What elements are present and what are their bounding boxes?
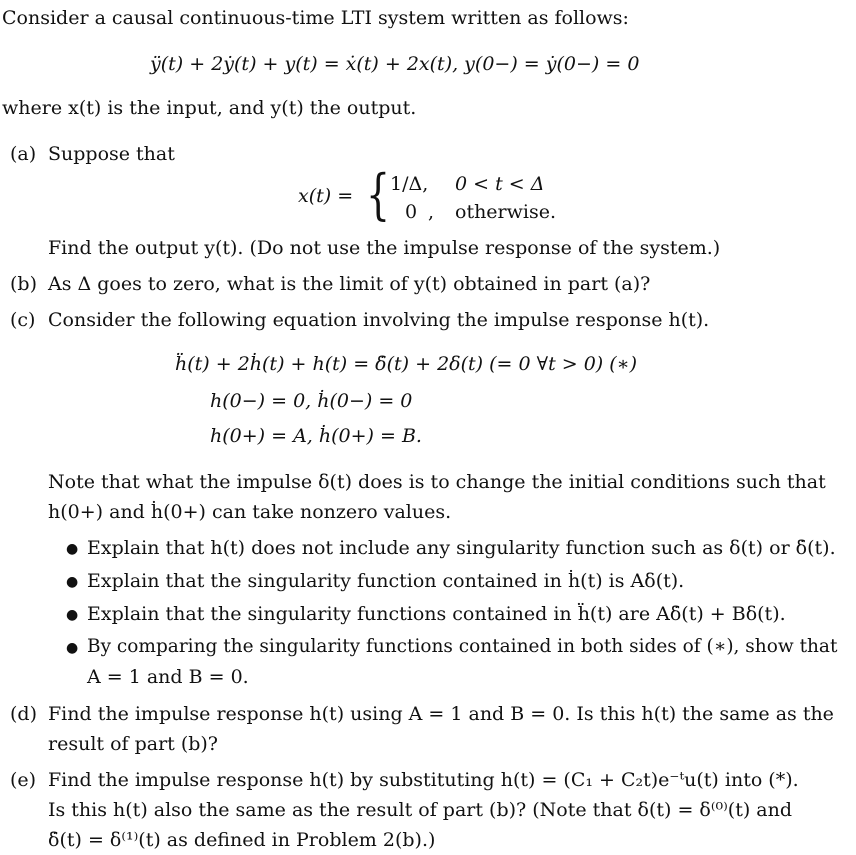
bullet-icon: ● xyxy=(66,607,79,623)
note-line-1: Note that what the impulse δ(t) does is to change the initial conditions such that xyxy=(48,471,826,493)
piecewise-brace: { xyxy=(366,163,391,226)
where-text: where x(t) is the input, and y(t) the output. xyxy=(2,97,417,119)
part-c-label: (c) xyxy=(10,309,36,331)
system-equation: ÿ(t) + 2ẏ(t) + y(t) = ẋ(t) + 2x(t), y(0−) = ẏ(0−) = 0 xyxy=(150,53,640,75)
impulse-equation: ḧ(t) + 2ḣ(t) + h(t) = δ̇(t) + 2δ(t) (= 0 ∀t > 0) (∗) xyxy=(175,353,637,375)
bullet-item: Explain that h(t) does not include any singularity function such as δ(t) or δ̇(t). xyxy=(87,537,836,559)
bullet-item: Explain that the singularity functions contained in ḧ(t) are Aδ̇(t) + Bδ(t). xyxy=(87,603,786,625)
bullet-icon: ● xyxy=(66,640,79,656)
part-d-line-1: Find the impulse response h(t) using A = 1 and B = 0. Is this h(t) the same as the xyxy=(48,703,834,725)
bullet-item: By comparing the singularity functions contained in both sides of (∗), show that xyxy=(87,636,838,657)
case1-value: 1/Δ, xyxy=(390,173,429,195)
part-a-label: (a) xyxy=(10,143,37,165)
case2-condition: otherwise. xyxy=(455,201,557,223)
part-d-line-2: result of part (b)? xyxy=(48,733,218,755)
initial-conditions-plus: h(0+) = A, ḣ(0+) = B. xyxy=(210,425,422,447)
part-a-text: Suppose that xyxy=(48,143,175,165)
bullet-item: Explain that the singularity function contained in ḣ(t) is Aδ(t). xyxy=(87,570,685,592)
part-c-text: Consider the following equation involving the impulse response h(t). xyxy=(48,309,710,331)
note-line-2: h(0+) and ḣ(0+) can take nonzero values. xyxy=(48,501,452,523)
part-e-line-2: Is this h(t) also the same as the result of part (b)? (Note that δ(t) = δ⁽⁰⁾(t) and xyxy=(48,799,793,821)
case2-comma: , xyxy=(428,201,435,223)
part-e-line-3: δ̇(t) = δ⁽¹⁾(t) as defined in Problem 2(b).) xyxy=(48,829,436,851)
case2-value: 0 xyxy=(405,201,418,223)
part-d-label: (d) xyxy=(10,703,37,725)
part-b-label: (b) xyxy=(10,273,37,295)
bullet-continuation: A = 1 and B = 0. xyxy=(87,666,249,688)
part-a-find: Find the output y(t). (Do not use the impulse response of the system.) xyxy=(48,237,721,259)
part-e-label: (e) xyxy=(10,769,37,791)
intro-text: Consider a causal continuous-time LTI system written as follows: xyxy=(2,7,629,29)
part-b-text: As Δ goes to zero, what is the limit of y(t) obtained in part (a)? xyxy=(48,273,651,295)
bullet-icon: ● xyxy=(66,574,79,590)
bullet-icon: ● xyxy=(66,541,79,557)
initial-conditions-minus: h(0−) = 0, ḣ(0−) = 0 xyxy=(210,390,413,412)
x-definition-lhs: x(t) = xyxy=(298,185,354,207)
case1-condition: 0 < t < Δ xyxy=(455,173,545,195)
part-e-line-1: Find the impulse response h(t) by substituting h(t) = (C₁ + C₂t)e⁻ᵗu(t) into (*). xyxy=(48,769,799,791)
